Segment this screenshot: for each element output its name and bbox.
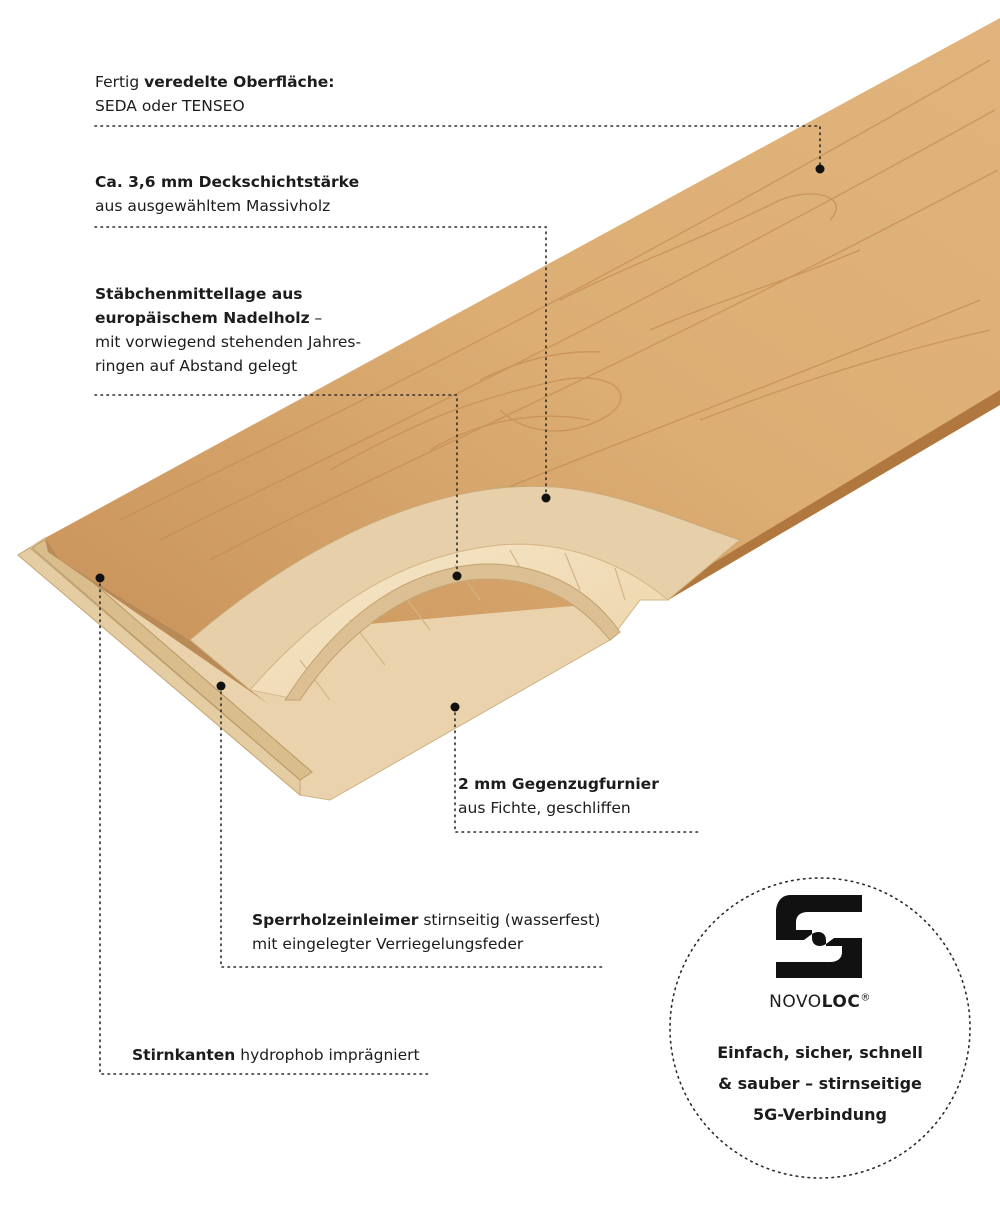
label-surface xyxy=(95,70,334,118)
label-top-layer-bold: Ca. 3,6 mm Deckschichtstärke xyxy=(95,173,360,191)
leader-surface xyxy=(95,126,820,168)
label-end-edges-bold: Stirnkanten xyxy=(132,1046,236,1064)
novoloc-brand-bold: LOC xyxy=(821,992,861,1012)
dot-surface xyxy=(816,165,825,174)
novoloc-brand xyxy=(700,992,940,1012)
novoloc-registered: ® xyxy=(860,992,871,1004)
dot-counter-veneer xyxy=(451,703,460,712)
label-middle-layer-line4: ringen auf Abstand gelegt xyxy=(95,357,298,375)
novoloc-desc-line1: Einfach, sicher, schnell xyxy=(717,1043,923,1062)
label-middle-layer-line3: mit vorwiegend stehenden Jahres- xyxy=(95,333,362,351)
label-top-layer-line2: aus ausgewähltem Massivholz xyxy=(95,197,331,215)
label-plywood-insert-suffix: stirnseitig (wasserfest) xyxy=(418,911,601,929)
label-end-edges-suffix: hydrophob imprägniert xyxy=(235,1046,420,1064)
label-end-edges xyxy=(132,1043,420,1067)
label-plywood-insert-line2: mit eingelegter Verriegelungsfeder xyxy=(252,935,524,953)
dot-end-edges xyxy=(96,574,105,583)
label-surface-line2: SEDA oder TENSEO xyxy=(95,97,245,115)
label-middle-layer-dash: – xyxy=(309,309,323,327)
novoloc-desc-line2: & sauber – stirnseitige xyxy=(718,1074,922,1093)
label-plywood-insert xyxy=(252,908,600,956)
label-plywood-insert-bold: Sperrholzeinleimer xyxy=(252,911,419,929)
label-counter-veneer-bold: 2 mm Gegenzugfurnier xyxy=(458,775,659,793)
label-counter-veneer-line2: aus Fichte, geschliffen xyxy=(458,799,631,817)
novoloc-circle xyxy=(670,878,970,1178)
dot-middle-layer xyxy=(453,572,462,581)
novoloc-logo-icon xyxy=(776,895,862,978)
label-top-layer xyxy=(95,170,359,218)
label-middle-layer-line2: europäischem Nadelholz xyxy=(95,309,310,327)
novoloc-brand-light: NOVO xyxy=(769,992,822,1012)
label-middle-layer-line1: Stäbchenmittellage aus xyxy=(95,285,303,303)
novoloc-desc-line3: 5G-Verbindung xyxy=(752,1105,887,1124)
label-middle-layer xyxy=(95,282,361,378)
novoloc-description xyxy=(700,1037,940,1130)
dot-top-layer xyxy=(542,494,551,503)
dot-plywood-insert xyxy=(217,682,226,691)
label-counter-veneer xyxy=(458,772,659,820)
label-surface-prefix: Fertig xyxy=(95,73,140,91)
label-surface-bold: veredelte Oberfläche: xyxy=(144,73,335,91)
